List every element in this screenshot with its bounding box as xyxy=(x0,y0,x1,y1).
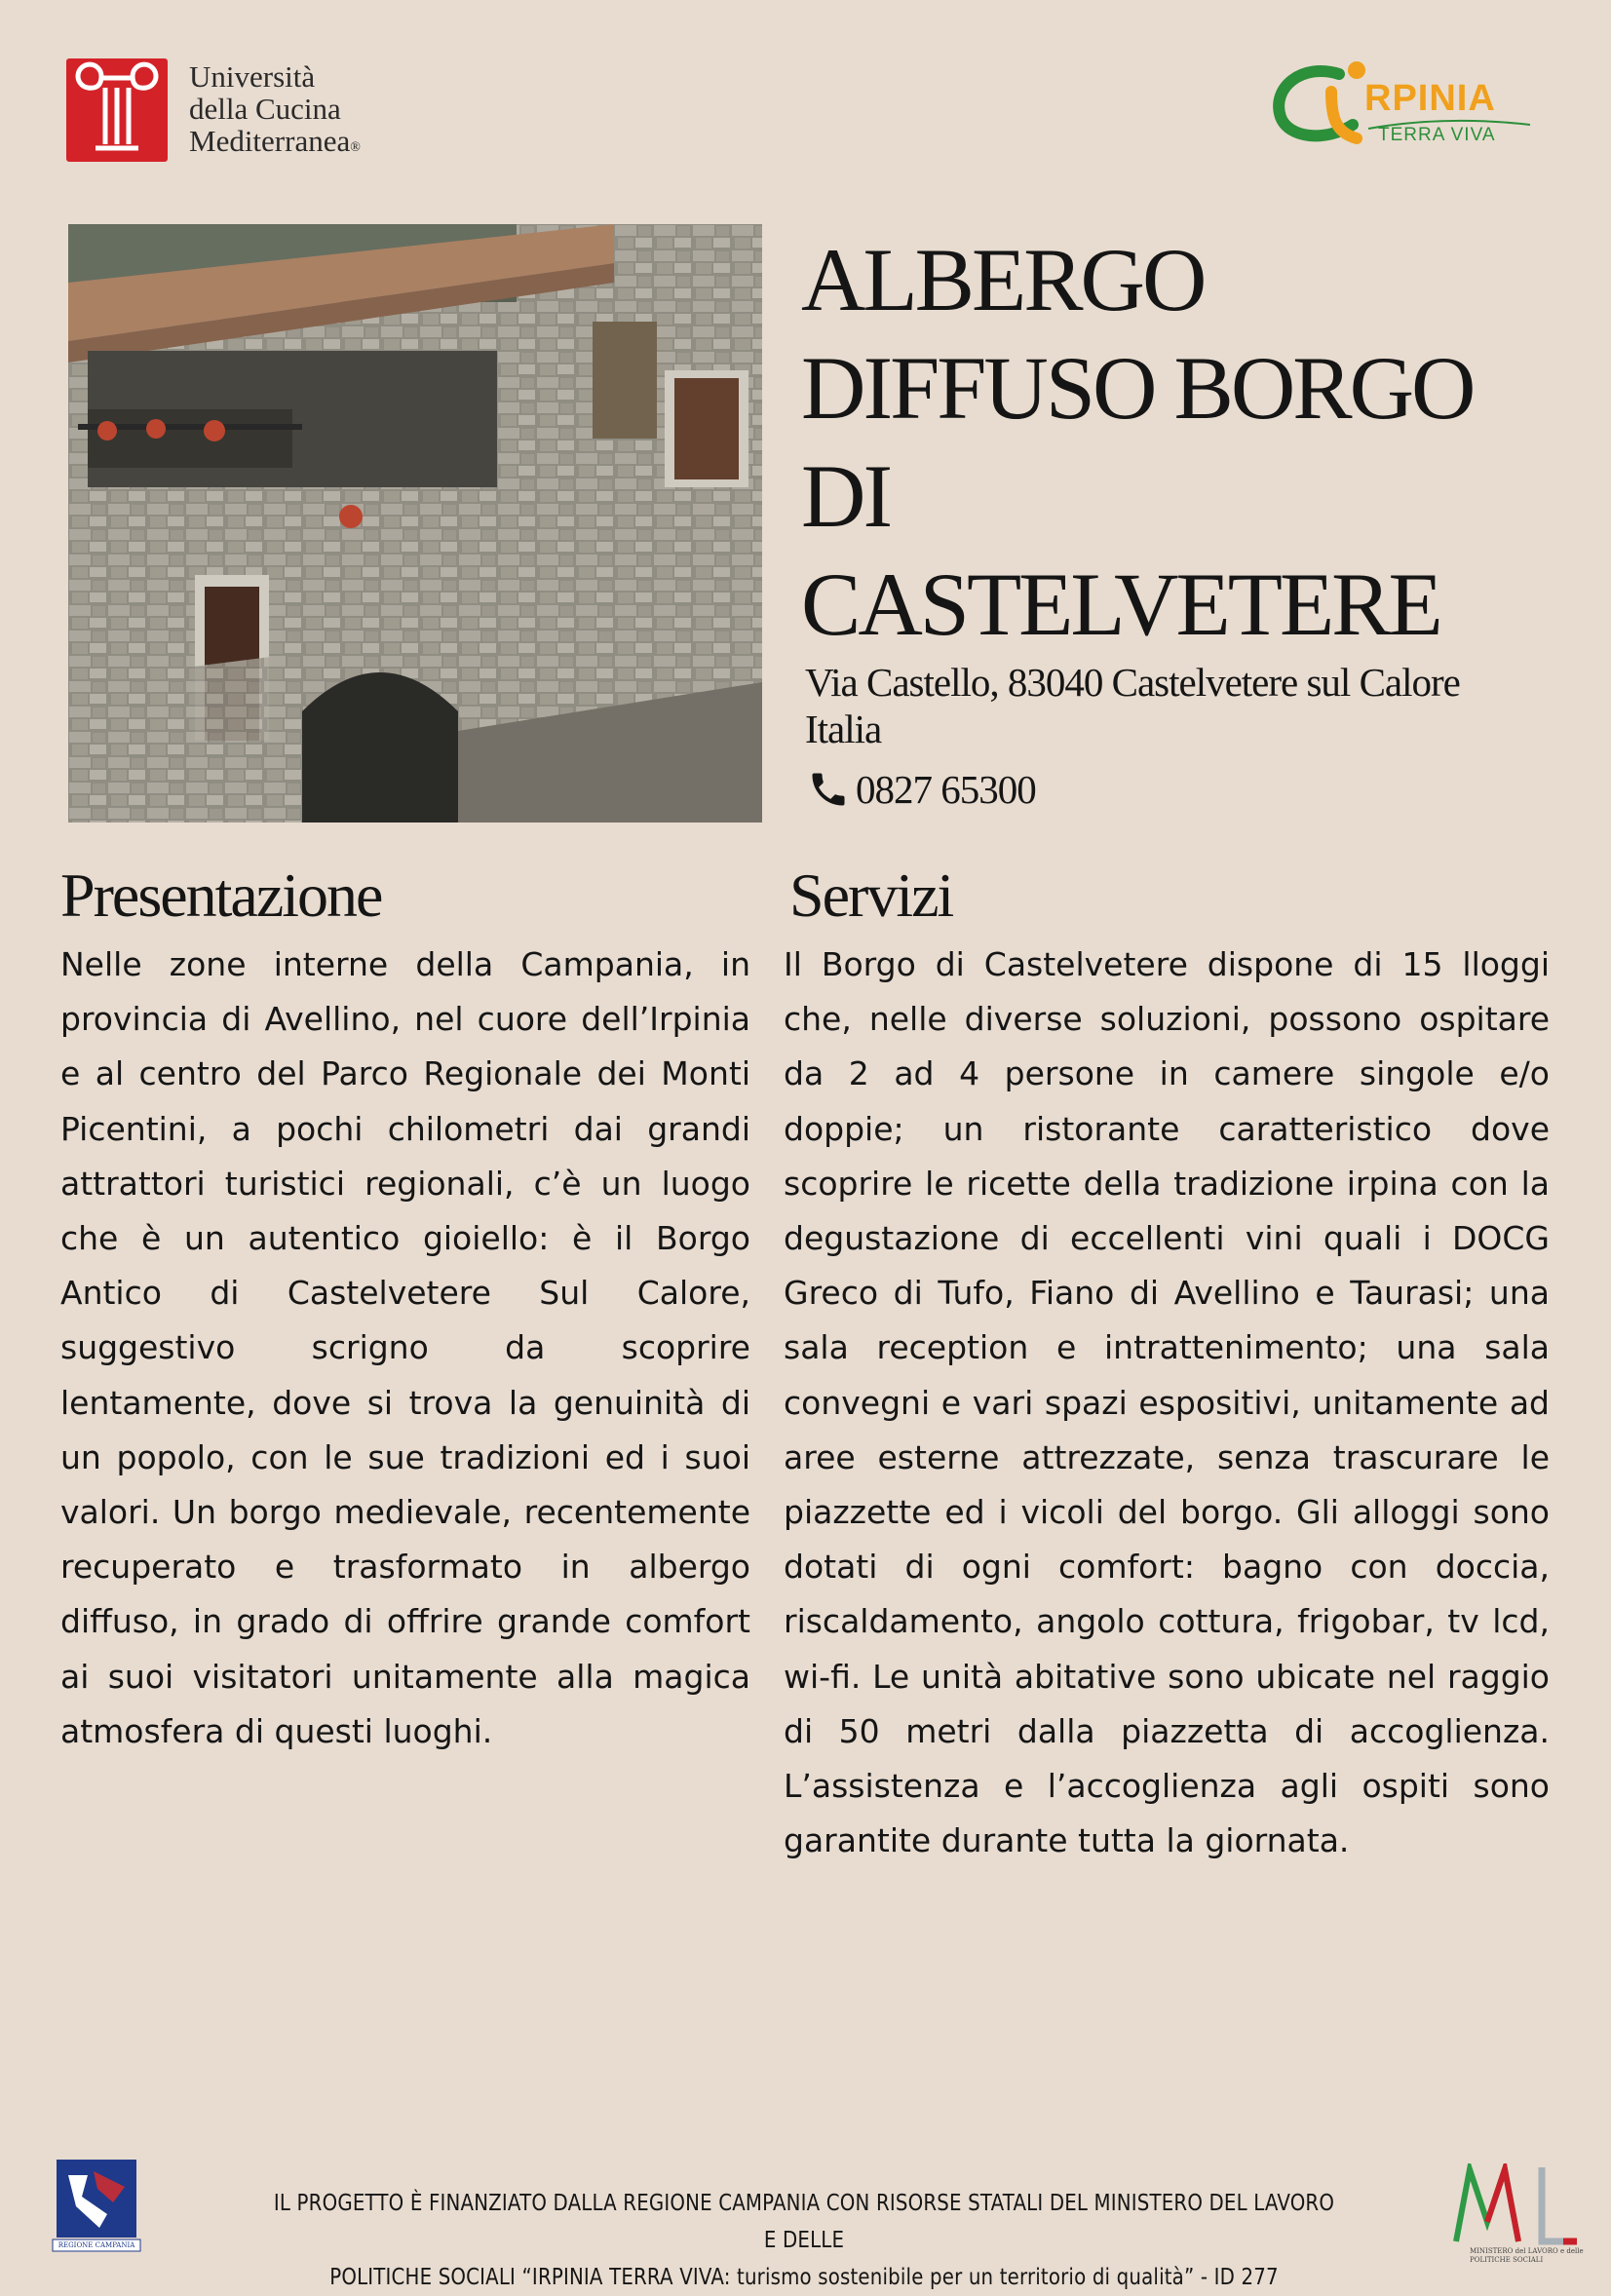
ucm-wordmark: Università della Cucina Mediterranea® xyxy=(189,59,361,158)
irpinia-wordmark: RPINIA xyxy=(1364,78,1496,119)
funding-line-2: POLITICHE SOCIALI “IRPINIA TERRA VIVA: turismo sostenibile per un territorio di qualità” - ID 277 xyxy=(329,2265,1279,2290)
funding-line-1: IL PROGETTO È FINANZIATO DALLA REGIONE CAMPANIA CON RISORSE STATALI DEL MINISTERO DEL LAVORO E DELLE xyxy=(273,2191,1335,2253)
services-text: Il Borgo di Castelvetere dispone di 15 lloggi che, nelle diverse soluzioni, possono ospitare da 2 ad 4 persone in camere singole e/o doppie; un ristorante caratteristico dove scoprire le ricette della tradizione irpina con la degustazione di eccellenti vini quali i DOCG Greco di Tufo, Fiano di Avellino e Taurasi; una sala reception e intrattenimento; una sala convegni e vari spazi espositivi, unitamente ad aree esterne attrezzate, senza trascurare le piazzette ed i vicoli del borgo. Gli alloggi sono dotati di ogni comfort: bagno con doccia, riscaldamento, angolo cottura, frigobar, tv lcd, wi-fi. Le unità abitative sono ubicate nel raggio di 50 metri dalla piazzetta di accoglienza. L’assistenza e l’accoglienza agli ospiti sono garantite durante tutta la giornata. xyxy=(784,945,1550,1860)
irpinia-terra-viva-logo xyxy=(1263,49,1536,156)
presentation-text: Nelle zone interne della Campania, in provincia di Avellino, nel cuore dell’Irpinia e al centro del Parco Regionale dei Monti Picentini, a pochi chilometri dai grandi attrattori turistici regionali, c’è un luogo che è un autentico gioiello: è il Borgo Antico di Castelvetere Sul Calore, suggestivo scrigno da scoprire lentamente, dove si trova la genuinità di un popolo, con le sue tradizioni ed i suoi valori. Un borgo medievale, recentemente recuperato e trasformato in albergo diffuso, in grado di offrire grande comfort ai suoi visitatori unitamente alla magica atmosfera di questi luoghi. xyxy=(60,945,750,1750)
underline-swoosh-icon xyxy=(1366,119,1532,133)
services-heading: Servizi xyxy=(789,861,953,930)
irpinia-tagline: TERRA VIVA xyxy=(1378,125,1496,145)
presentation-heading: Presentazione xyxy=(60,861,382,930)
hotel-address xyxy=(805,659,1575,752)
address-country: Italia xyxy=(805,707,882,751)
irpinia-swoosh-icon xyxy=(1263,49,1380,156)
ministero-caption: MINISTERO del LAVORO e delle POLITICHE SOCIALI xyxy=(1470,2247,1584,2264)
phone-icon xyxy=(805,768,852,811)
borgo-photo xyxy=(68,224,762,823)
hotel-phone[interactable] xyxy=(805,766,1036,813)
hotel-title: ALBERGO DIFFUSO BORGO DI CASTELVETERE xyxy=(801,230,1474,654)
regione-campania-logo xyxy=(49,2158,144,2255)
address-line: Via Castello, 83040 Castelvetere sul Calore xyxy=(805,660,1460,705)
ministero-lavoro-logo xyxy=(1448,2163,1585,2271)
universita-cucina-mediterranea-logo xyxy=(66,57,417,166)
phone-number[interactable]: 0827 65300 xyxy=(856,767,1036,812)
column-icon xyxy=(66,58,168,162)
regione-label: REGIONE CAMPANIA xyxy=(58,2241,135,2249)
funding-notice xyxy=(272,2185,1336,2296)
